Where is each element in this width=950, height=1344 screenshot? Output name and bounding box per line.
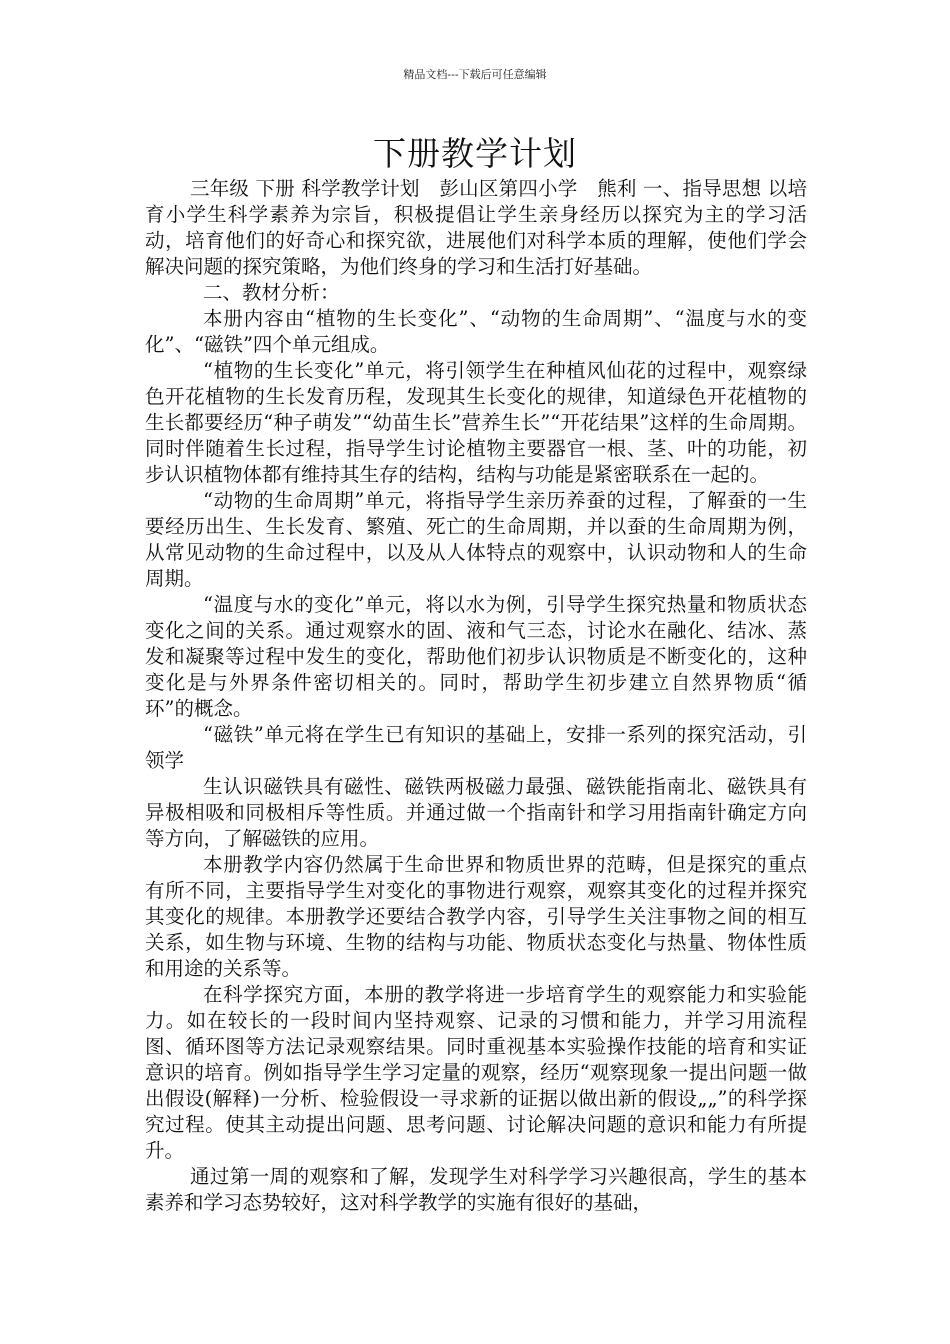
paragraph-intro: 三年级 下册 科学教学计划 彭山区第四小学 熊利 一、指导思想 以培育小学生科学素养为宗旨，积极提倡让学生亲身经历以探究为主的学习活动，培育他们的好奇心和探究欲，进展他们对科学本质的理解，使他们学会解决问题的探究策略，为他们终身的学习和生活打好基础。 (145, 177, 807, 278)
paragraph: 本册内容由“植物的生长变化”、“动物的生命周期”、“温度与水的变化”、“磁铁”四个单元组成。 (145, 307, 807, 356)
paragraph: “动物的生命周期”单元，将指导学生亲历养蚕的过程，了解蚕的一生要经历出生、生长发育、繁殖、死亡的生命周期，并以蚕的生命周期为例，从常见动物的生命过程中，以及从人体特点的观察中，认识动物和人的生命周期。 (145, 489, 807, 590)
paragraph: 在科学探究方面，本册的教学将进一步培育学生的观察能力和实验能力。如在较长的一段时间内坚持观察、记录的习惯和能力，并学习用流程图、循环图等方法记录观察结果。同时重视基本实验操作技能的培育和实证意识的培育。例如指导学生学习定量的观察，经历“观察现象一提出问题一做出假设(解释)一分析、检验假设一寻求新的证据以做出新的假设„„”的科学探究过程。使其主动提出问题、思考问题、讨论解决问题的意识和能力有所提升。 (145, 983, 807, 1162)
document-body (145, 176, 807, 1216)
section-heading-materials: 二、教材分析： (203, 281, 340, 304)
document-title: 下册教学计划 (373, 134, 577, 173)
paragraph: 生认识磁铁具有磁性、磁铁两极磁力最强、磁铁能指南北、磁铁具有异极相吸和同极相斥等性质。并通过做一个指南针和学习用指南针确定方向等方向，了解磁铁的应用。 (145, 775, 807, 850)
paragraph: “磁铁”单元将在学生已有知识的基础上，安排一系列的探究活动，引领学 (145, 723, 807, 772)
paragraph: 通过第一周的观察和了解，发现学生对科学学习兴趣很高，学生的基本素养和学习态势较好，这对科学教学的实施有很好的基础， (145, 1165, 807, 1214)
paragraph: “温度与水的变化”单元，将以水为例，引导学生探究热量和物质状态变化之间的关系。通过观察水的固、液和气三态，讨论水在融化、结冰、蒸发和凝聚等过程中发生的变化，帮助他们初步认识物质是不断变化的，这种变化是与外界条件密切相关的。同时，帮助学生初步建立自然界物质“循环”的概念。 (145, 593, 807, 720)
page-header: 精品文档---下载后可任意编辑 (403, 68, 547, 81)
paragraph: “植物的生长变化”单元，将引领学生在种植风仙花的过程中，观察绿色开花植物的生长发育历程，发现其生长变化的规律，知道绿色开花植物的生长都要经历“种子萌发”“幼苗生长”营养生长”“开花结果”这样的生命周期。同时伴随着生长过程，指导学生讨论植物主要器官一根、茎、叶的功能，初步认识植物体都有维持其生存的结构，结构与功能是紧密联系在一起的。 (145, 359, 807, 486)
paragraph: 本册教学内容仍然属于生命世界和物质世界的范畴，但是探究的重点有所不同，主要指导学生对变化的事物进行观察，观察其变化的过程并探究其变化的规律。本册教学还要结合教学内容，引导学生关注事物之间的相互关系，如生物与环境、生物的结构与功能、物质状态变化与热量、物体性质和用途的关系等。 (145, 853, 807, 980)
